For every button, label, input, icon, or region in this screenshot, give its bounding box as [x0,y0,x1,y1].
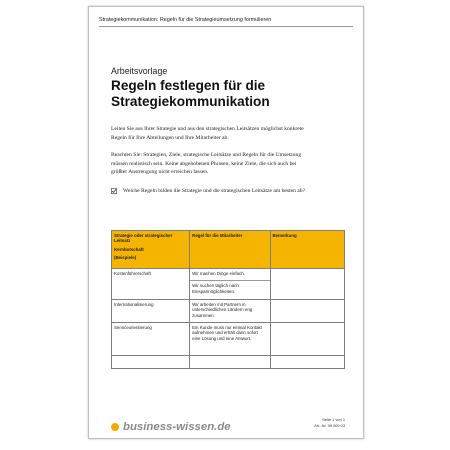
strategy-cell: Serviceorientierung [112,323,190,356]
strategy-cell[interactable] [112,356,190,369]
rule-cell: Ein Kunde muss nur einmal Kontakt aufnehmen und erhält dann sofort eine Lösung und eine Antwort. [190,323,270,356]
header-strategy-label: Strategie oder strategischer Leitsatz [114,233,173,244]
logo-text: business-wissen.de [123,421,231,433]
header-strategy [112,231,190,269]
page-number: Seite 1 von 1 [322,417,345,422]
remark-cell[interactable] [270,269,345,300]
table-row [112,323,345,356]
question-text: Welche Regeln bilden die Strategie und die strategischen Leitsätze am besten ab? [123,188,306,194]
table-header-row [112,231,345,269]
logo-dot-icon [111,423,119,431]
rule-cell: Wir arbeiten mit Partnern in unterschiedlichen Ländern eng zusammen. [190,300,270,323]
strategy-cell: Internationalisierung [112,300,190,323]
remark-cell[interactable] [270,356,345,369]
table-row [112,356,345,369]
remark-cell[interactable] [270,300,345,323]
strategy-cell: Kostenführerschaft [112,269,190,300]
table-row [112,300,345,323]
rule-cell[interactable] [190,356,270,369]
page-footer-info [314,417,345,429]
intro-paragraph: Leiten Sie aus Ihrer Strategie und aus den strategischen Leitsätzen möglichst konkrete Regeln für Ihre Abteilungen und Ihre Mitarbeiter ab. [111,126,304,141]
header-core-message-label: Kernbotschaft [114,246,144,252]
header-divider [99,26,353,27]
title-line-1: Regeln festlegen für die [111,78,266,93]
header-remark: Bemerkung [270,231,345,269]
document-type-label: Arbeitsvorlage [111,66,168,76]
rule-cell [190,269,270,300]
rule-entry: Wir machen Dinge einfach. [192,271,245,276]
header-examples-label: (Beispiele) [114,255,137,261]
header-rule: Regel für die Mitarbeiter [190,231,270,269]
page-title [111,78,351,110]
rules-table [111,230,345,369]
rule-entry: Wir suchen täglich nach Einsparmöglichkeiten. [190,280,269,294]
article-number: Art.-Nr. 99.009.03 [314,423,345,428]
checkbox-icon [111,188,117,194]
title-line-2: Strategiekommunikation [111,94,270,109]
header-text: Strategiekommunikation: Regeln für die Strategieumsetzung formulieren [99,17,272,23]
remark-cell[interactable] [270,323,345,356]
note-paragraph: Beachten Sie: Strategien, Ziele, strategische Leitsätze und Regeln für die Umsetzung müssen realistisch sein. Keine abgehobenen Phrasen, keine Ziele, die sich auch bei größter Anstrengung nicht erreichen lassen. [111,152,302,176]
table-row [112,269,345,300]
document-page [88,6,364,439]
